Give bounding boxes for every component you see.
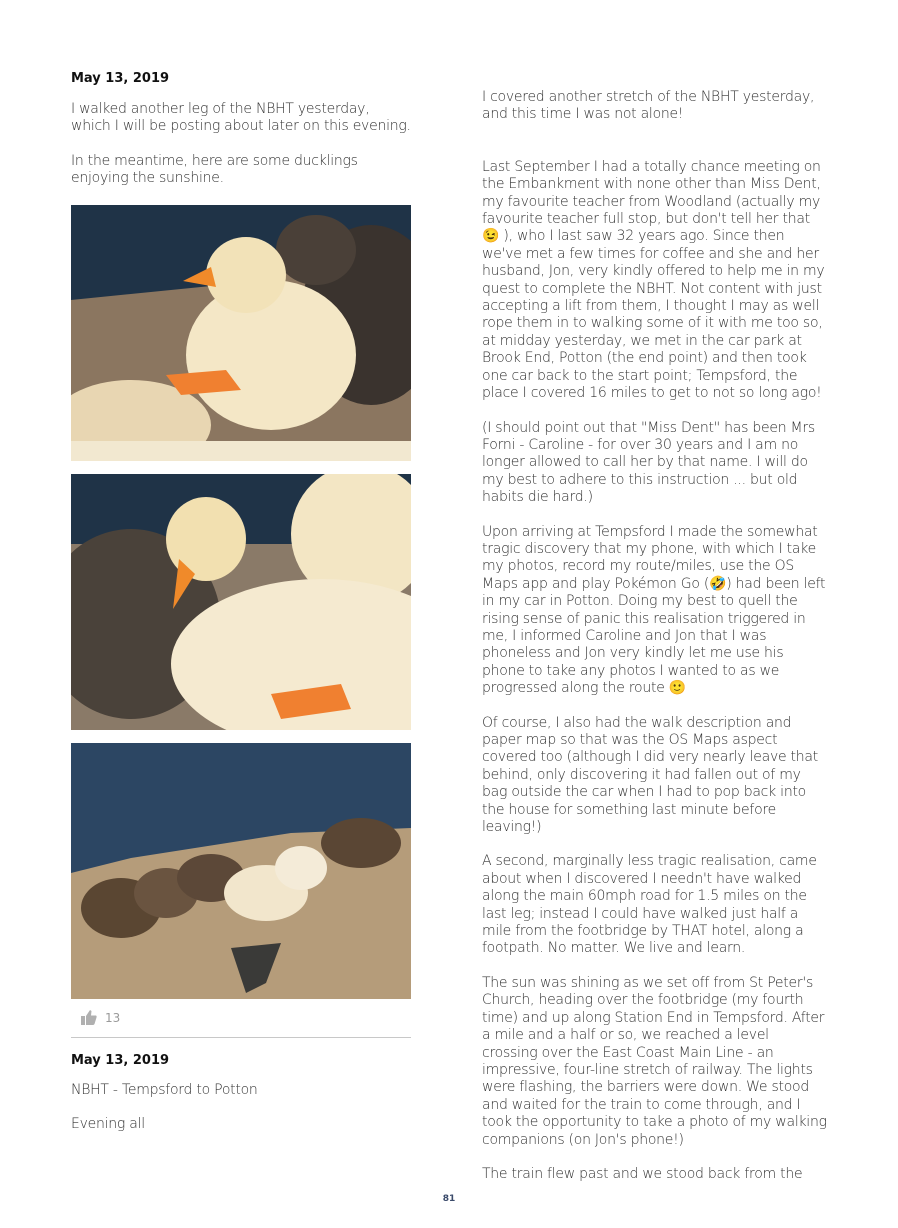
duckling-photo-1[interactable] bbox=[71, 205, 411, 461]
post-title: NBHT - Tempsford to Potton bbox=[71, 1081, 258, 1098]
story-paragraph: I covered another stretch of the NBHT yesterday, and this time I was not alone! bbox=[482, 89, 815, 123]
story-paragraph: The sun was shining as we set off from St Peter's Church, heading over the footbridge (my fourth time) and up along Station End in Tempsford. After a mile and a half or so, we reached a level crossing over the East Coast Main Line - an impressive, four-line stretch of railway. The lights were flashing, the barriers were down. We stood and waited for the train to come through, and I took the opportunity to take a photo of my walking companions (on Jon's phone!) bbox=[482, 974, 827, 1148]
like-row bbox=[71, 999, 411, 1037]
story-paragraph: The train flew past and we stood back from the bbox=[482, 1165, 803, 1182]
story-paragraph: Of course, I also had the walk description and paper map so that was the OS Maps aspect covered too (although I did very nearly leave that behind, only discovering it had fallen out of my bag outside the car when I had to pop back into the house for something last minute before leaving!) bbox=[482, 714, 818, 836]
story-paragraph: Last September I had a totally chance meeting on the Embankment with none other than Miss Dent, my favourite teacher from Woodland (actually my favourite teacher full stop, but don't tell her that 😉 ), who I last saw 32 years ago. Since then we've met a few times for coffee and she and her husband, Jon, very kindly offered to help me in my quest to complete the NBHT. Not content with just accepting a lift from them, I thought I may as well rope them in to walking some of it with me too so, at midday yesterday, we met in the car park at Brook End, Potton (the end point) and then took one car back to the start point; Tempsford, the place I covered 16 miles to get to not so long ago! bbox=[482, 158, 825, 402]
duckling-photo-2[interactable] bbox=[71, 474, 411, 730]
post-paragraph: Evening all bbox=[71, 1116, 145, 1133]
post-date: May 13, 2019 bbox=[71, 71, 170, 86]
left-column bbox=[71, 70, 411, 1133]
story-paragraph: A second, marginally less tragic realisation, came about when I discovered I needn't have walked along the main 60mph road for 1.5 miles on the last leg; instead I could have walked just half a mile from the footbridge by THAT hotel, along a footpath. No matter. We live and learn. bbox=[482, 853, 817, 957]
post-date: May 13, 2019 bbox=[71, 1052, 170, 1068]
post-divider bbox=[71, 1037, 411, 1038]
post-paragraph: In the meantime, here are some ducklings enjoying the sunshine. bbox=[71, 152, 358, 187]
post-paragraph: I walked another leg of the NBHT yesterday, which I will be posting about later on this evening. bbox=[71, 101, 411, 135]
thumbs-up-icon[interactable] bbox=[81, 1010, 97, 1025]
story-paragraph: (I should point out that "Miss Dent" has been Mrs Forni - Caroline - for over 30 years and I am no longer allowed to call her by that name. I will do my best to adhere to this instruction ... but old habits die hard.) bbox=[482, 419, 815, 506]
page-number: 81 bbox=[442, 1194, 456, 1204]
ducklings-photo-3[interactable] bbox=[71, 743, 411, 999]
story-paragraph: Upon arriving at Tempsford I made the somewhat tragic discovery that my phone, with which I take my photos, record my route/miles, use the OS Maps app and play Pokémon Go (🤣) had been left in my car in Potton. Doing my best to quell the rising sense of panic this realisation triggered in me, I informed Caroline and Jon that I was phoneless and Jon very kindly let me use his phone to take any photos I wanted to as we progressed along the route 🙂 bbox=[482, 523, 826, 697]
right-column bbox=[482, 89, 828, 1183]
like-count: 13 bbox=[105, 1010, 121, 1025]
